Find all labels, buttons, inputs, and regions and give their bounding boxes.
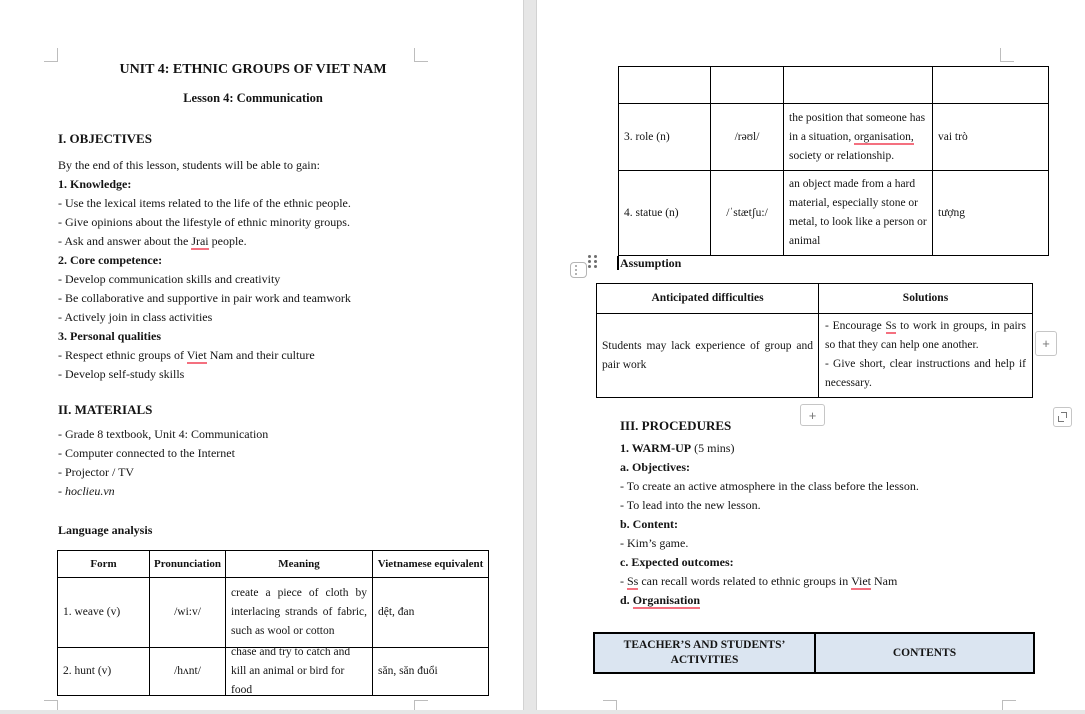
column-header: Anticipated difficulties — [597, 284, 819, 314]
table-cell-vietnamese: dệt, đan — [373, 578, 489, 648]
misspelled-word: Viet — [186, 348, 207, 362]
table-cell-meaning — [226, 648, 373, 696]
table-cell-pronunciation: /wi:v/ — [150, 578, 226, 648]
text-run: - Ask and answer about the — [58, 234, 192, 248]
organisation-label — [620, 593, 700, 608]
table-cell-solutions — [819, 314, 1033, 398]
insert-row-button[interactable]: + — [800, 404, 825, 426]
margin-crop-mark — [44, 48, 58, 62]
lesson-subtitle: Lesson 4: Communication — [183, 91, 323, 105]
drag-dots-icon[interactable] — [588, 255, 597, 268]
warmup-heading — [620, 441, 734, 456]
empty-cell — [711, 67, 784, 104]
content-label: b. Content: — [620, 517, 679, 531]
text-caret — [617, 256, 619, 270]
text-run: - Encourage — [825, 320, 886, 332]
materials-item: - Grade 8 textbook, Unit 4: Communication — [58, 427, 269, 441]
table-cell-pronunciation: /ˈstætʃu:/ — [711, 171, 784, 256]
objectives-intro: By the end of this lesson, students will be able to gain: — [58, 158, 320, 172]
qualities-heading: 3. Personal qualities — [58, 329, 162, 343]
text-run: people. — [208, 234, 247, 248]
objectives-item: - To lead into the new lesson. — [620, 498, 761, 512]
language-analysis-heading: Language analysis — [58, 523, 153, 537]
page-separator — [523, 0, 537, 714]
section-heading-materials: II. MATERIALS — [58, 402, 153, 417]
column-header: Pronunciation — [150, 551, 226, 578]
text-run — [789, 109, 927, 166]
text-run: create a piece of cloth by interlacing strands of fabric, such as wool or cotton — [231, 587, 367, 637]
knowledge-item — [58, 234, 247, 249]
materials-item — [58, 484, 115, 499]
text-run: - — [58, 484, 65, 498]
table-cell-pronunciation: /hʌnt/ — [150, 648, 226, 696]
page-bottom-edge — [0, 710, 1085, 714]
empty-cell — [619, 67, 711, 104]
table-cell-meaning — [226, 578, 373, 648]
table-cell-meaning — [784, 104, 933, 171]
text-run: the position that someone has in a situation, — [789, 111, 926, 143]
misspelled-word: Organisation — [632, 593, 701, 607]
section-heading-objectives: I. OBJECTIVES — [58, 131, 152, 146]
insert-column-button[interactable]: + — [1035, 331, 1057, 356]
website-name: hoclieu.vn — [65, 484, 115, 498]
document-page-2 — [537, 0, 1085, 714]
unit-title: UNIT 4: ETHNIC GROUPS OF VIET NAM — [119, 62, 387, 77]
qualities-item — [58, 348, 315, 363]
text-run: can recall words related to ethnic groups in — [638, 574, 852, 588]
knowledge-item: - Use the lexical items related to the life of the ethnic people. — [58, 196, 351, 210]
document-page-1 — [0, 0, 523, 714]
empty-cell — [933, 67, 1049, 104]
assumption-table — [596, 283, 1033, 398]
text-run: d. — [620, 593, 633, 607]
misspelled-word: Ss — [627, 574, 639, 588]
table-cell-vietnamese: tượng — [933, 171, 1049, 256]
column-header-contents: CONTENTS — [892, 646, 957, 659]
knowledge-heading: 1. Knowledge: — [58, 177, 132, 191]
qualities-item: - Develop self-study skills — [58, 367, 185, 381]
competence-item: - Be collaborative and supportive in pair work and teamwork — [58, 291, 351, 305]
column-header: Form — [58, 551, 150, 578]
assumption-heading: Assumption — [620, 256, 682, 270]
text-run: - — [620, 574, 627, 588]
misspelled-word: organisation, — [854, 130, 914, 143]
column-header-activities: TEACHER’S AND STUDENTS’ ACTIVITIES — [595, 634, 816, 672]
text-run: 1. WARM-UP — [620, 441, 692, 455]
text-run: - Respect ethnic groups of — [58, 348, 187, 362]
table-cell-form: 4. statue (n) — [619, 171, 711, 256]
table-cell-pronunciation: /rəʊl/ — [711, 104, 784, 171]
empty-cell — [784, 67, 933, 104]
table-resize-handle-icon[interactable] — [1053, 407, 1072, 427]
text-run: Students may lack experience of group and pair work — [602, 339, 813, 371]
language-analysis-table-continued — [618, 66, 1049, 256]
table-cell-meaning — [784, 171, 933, 256]
text-run: chase and try to catch and kill an animal or bird for food — [231, 646, 351, 696]
competence-heading: 2. Core competence: — [58, 253, 163, 267]
table-move-handle-icon[interactable] — [570, 262, 587, 278]
misspelled-word: Viet — [851, 574, 872, 588]
competence-item: - Actively join in class activities — [58, 310, 213, 324]
text-run: an object made from a hard material, especially stone or metal, to look like a person or animal — [789, 178, 927, 247]
column-header: Solutions — [819, 284, 1033, 314]
table-cell-form: 2. hunt (v) — [58, 648, 150, 696]
text-run: society or relationship. — [789, 149, 895, 162]
dots-icon — [575, 265, 577, 275]
objectives-label: a. Objectives: — [620, 460, 690, 474]
text-run: Nam and their culture — [206, 348, 315, 362]
table-cell-form: 3. role (n) — [619, 104, 711, 171]
materials-item: - Projector / TV — [58, 465, 135, 479]
outcomes-label: c. Expected outcomes: — [620, 555, 734, 569]
column-header: Vietnamese equivalent — [373, 551, 489, 578]
text-run: (5 mins) — [691, 441, 735, 455]
objectives-item: - To create an active atmosphere in the class before the lesson. — [620, 479, 919, 493]
competence-item: - Develop communication skills and creativity — [58, 272, 281, 286]
text-run: to work in groups, in pairs so that they can help one another. — [825, 320, 1026, 351]
misspelled-word: Jrai — [191, 234, 209, 248]
margin-crop-mark — [1000, 48, 1014, 62]
text-run: - Give short, clear instructions and help if necessary. — [825, 358, 1026, 389]
text-run: Nam — [871, 574, 898, 588]
column-header: Meaning — [226, 551, 373, 578]
section-heading-procedures: III. PROCEDURES — [620, 418, 732, 433]
margin-crop-mark — [414, 48, 428, 62]
table-cell-form: 1. weave (v) — [58, 578, 150, 648]
materials-item: - Computer connected to the Internet — [58, 446, 235, 460]
table-cell-vietnamese: vai trò — [933, 104, 1049, 171]
knowledge-item: - Give opinions about the lifestyle of ethnic minority groups. — [58, 215, 350, 229]
table-cell-vietnamese: săn, săn đuổi — [373, 648, 489, 696]
content-item: - Kim’s game. — [620, 536, 689, 550]
table-cell-difficulty — [597, 314, 819, 398]
outcomes-item — [620, 574, 897, 589]
activities-table-header — [593, 632, 1035, 674]
misspelled-word: Ss — [885, 320, 897, 332]
language-analysis-table — [57, 550, 489, 696]
